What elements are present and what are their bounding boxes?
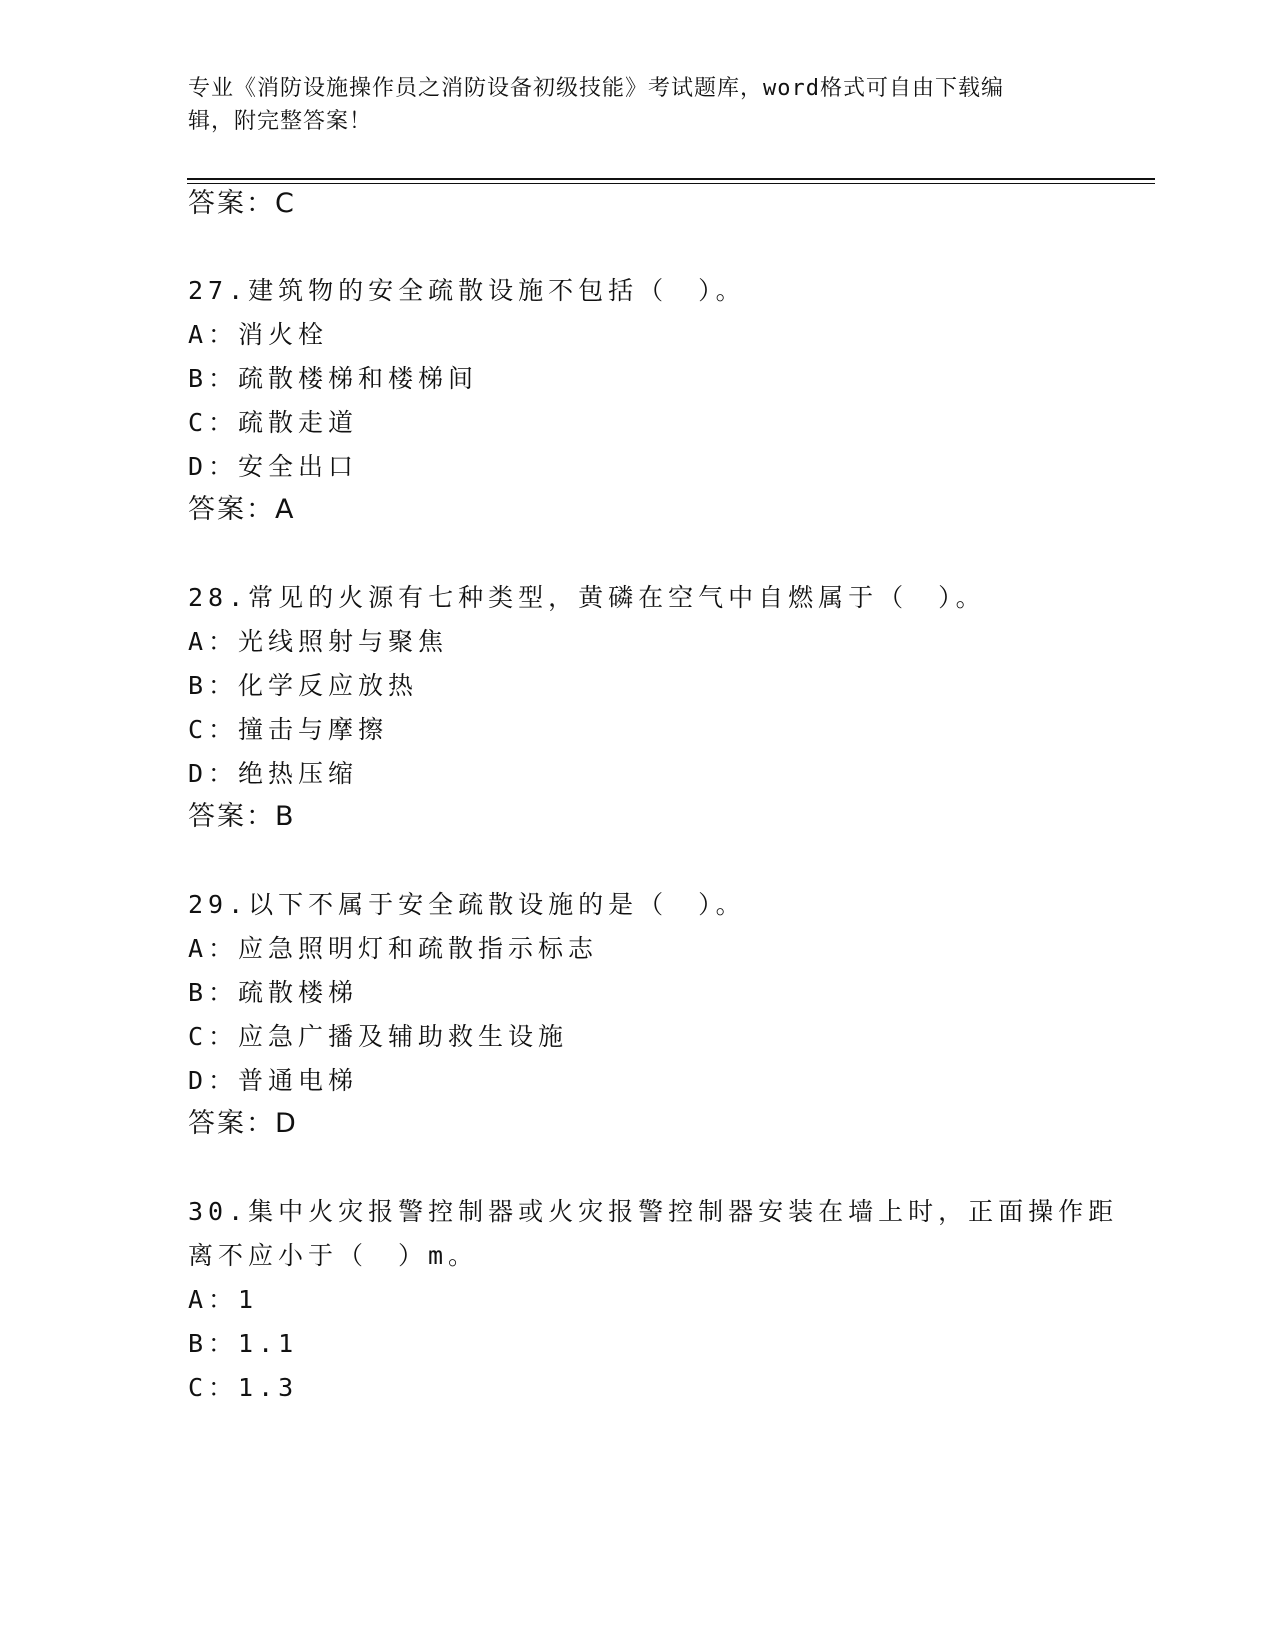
question-28-option-c: C：撞击与摩擦 — [188, 715, 389, 744]
question-29-option-d: D：普通电梯 — [188, 1066, 359, 1095]
question-28-stem: 28.常见的火源有七种类型，黄磷在空气中自燃属于（ ）。 — [188, 583, 986, 612]
question-29-option-c: C：应急广播及辅助救生设施 — [188, 1022, 569, 1051]
question-27-option-d: D：安全出口 — [188, 452, 359, 481]
header-line-1: 专业《消防设施操作员之消防设备初级技能》考试题库，word格式可自由下载编 — [188, 76, 1004, 101]
question-27-option-b: B：疏散楼梯和楼梯间 — [188, 364, 479, 393]
question-30-stem-line-2: 离不应小于（ ）m。 — [188, 1241, 479, 1270]
document-header — [188, 72, 1088, 138]
header-line-2: 辑，附完整答案！ — [188, 109, 373, 134]
question-30-option-a: A：1 — [188, 1285, 259, 1314]
question-30-stem-line-1: 30.集中火灾报警控制器或火灾报警控制器安装在墙上时，正面操作距 — [188, 1197, 1119, 1226]
header-divider-thick — [187, 178, 1155, 180]
question-29-option-a: A：应急照明灯和疏散指示标志 — [188, 934, 599, 963]
answer-prev: 答案：C — [188, 188, 296, 219]
question-29-answer: 答案：D — [188, 1108, 298, 1139]
question-29-option-b: B：疏散楼梯 — [188, 978, 359, 1007]
question-30-option-b: B：1.1 — [188, 1329, 299, 1358]
question-27-option-a: A：消火栓 — [188, 320, 329, 349]
question-27-stem: 27.建筑物的安全疏散设施不包括（ ）。 — [188, 276, 746, 305]
question-29-stem: 29.以下不属于安全疏散设施的是（ ）。 — [188, 890, 746, 919]
question-28-option-b: B：化学反应放热 — [188, 671, 419, 700]
question-30-option-c: C：1.3 — [188, 1373, 299, 1402]
question-28-answer: 答案：B — [188, 801, 296, 832]
question-27-answer: 答案：A — [188, 494, 296, 525]
question-28-option-d: D：绝热压缩 — [188, 759, 359, 788]
question-27-option-c: C：疏散走道 — [188, 408, 359, 437]
header-divider-thin — [187, 183, 1155, 184]
question-28-option-a: A：光线照射与聚焦 — [188, 627, 449, 656]
